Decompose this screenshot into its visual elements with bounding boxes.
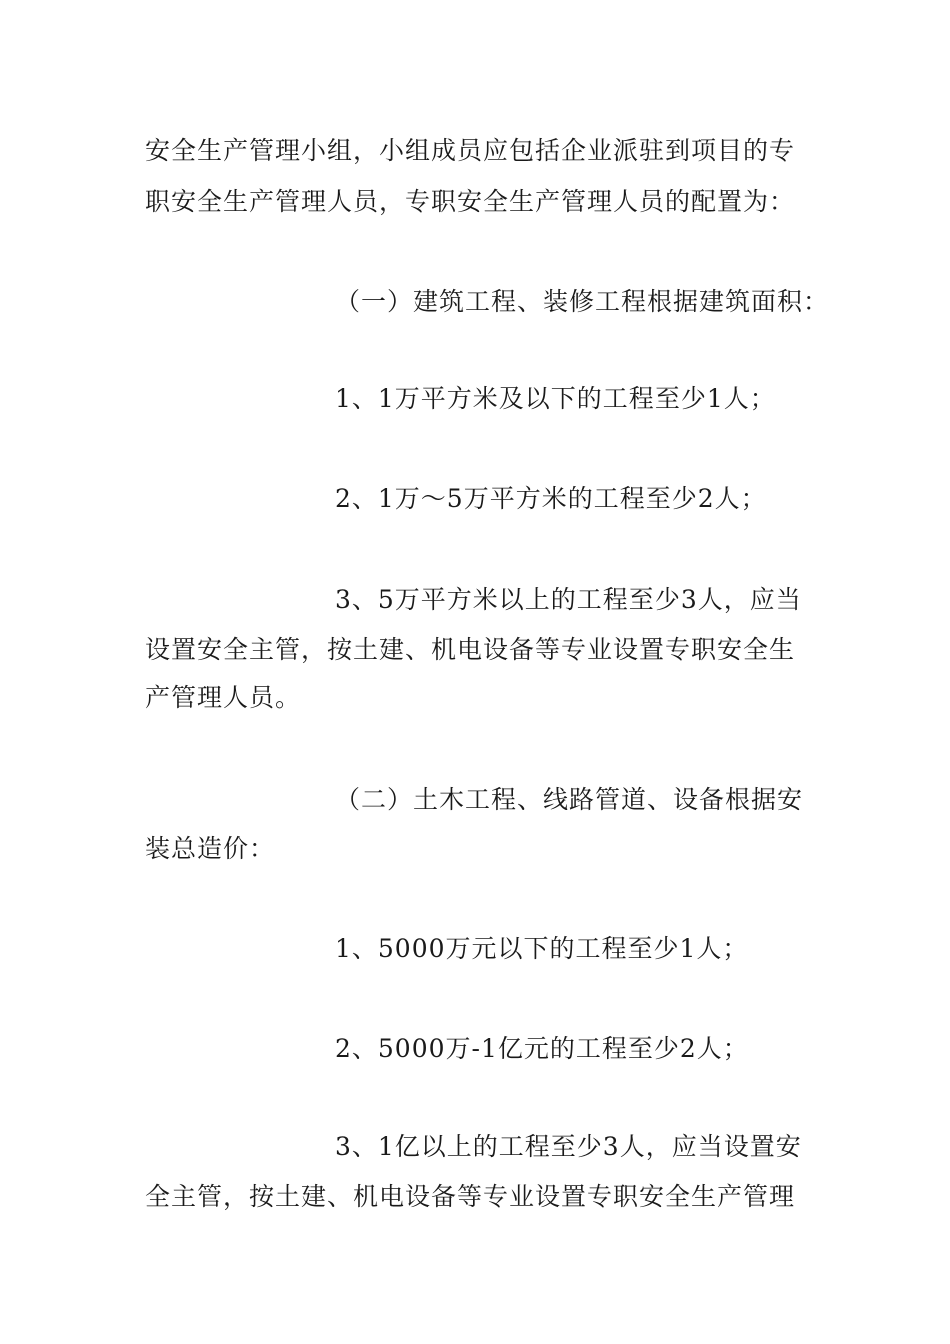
list-item: 1、5000万元以下的工程至少1人；	[335, 934, 749, 963]
paragraph-line: 全主管，按土建、机电设备等专业设置专职安全生产管理	[145, 1182, 796, 1211]
list-item: 1、1万平方米及以下的工程至少1人；	[335, 384, 776, 413]
paragraph-line: 装总造价：	[145, 834, 276, 863]
section-heading: （二）土木工程、线路管道、设备根据安	[335, 785, 804, 814]
list-item: 3、5万平方米以上的工程至少3人，应当	[335, 585, 802, 614]
list-item: 2、1万～5万平方米的工程至少2人；	[335, 484, 767, 513]
list-item: 3、1亿以上的工程至少3人，应当设置安	[335, 1132, 802, 1161]
paragraph-line: 职安全生产管理人员，专职安全生产管理人员的配置为：	[145, 187, 796, 216]
paragraph-line: 安全生产管理小组，小组成员应包括企业派驻到项目的专	[145, 136, 796, 165]
paragraph-line: 产管理人员。	[145, 683, 302, 712]
section-heading: （一）建筑工程、装修工程根据建筑面积：	[335, 287, 830, 316]
paragraph-line: 设置安全主管，按土建、机电设备等专业设置专职安全生	[145, 635, 796, 664]
list-item: 2、5000万-1亿元的工程至少2人；	[335, 1034, 749, 1063]
